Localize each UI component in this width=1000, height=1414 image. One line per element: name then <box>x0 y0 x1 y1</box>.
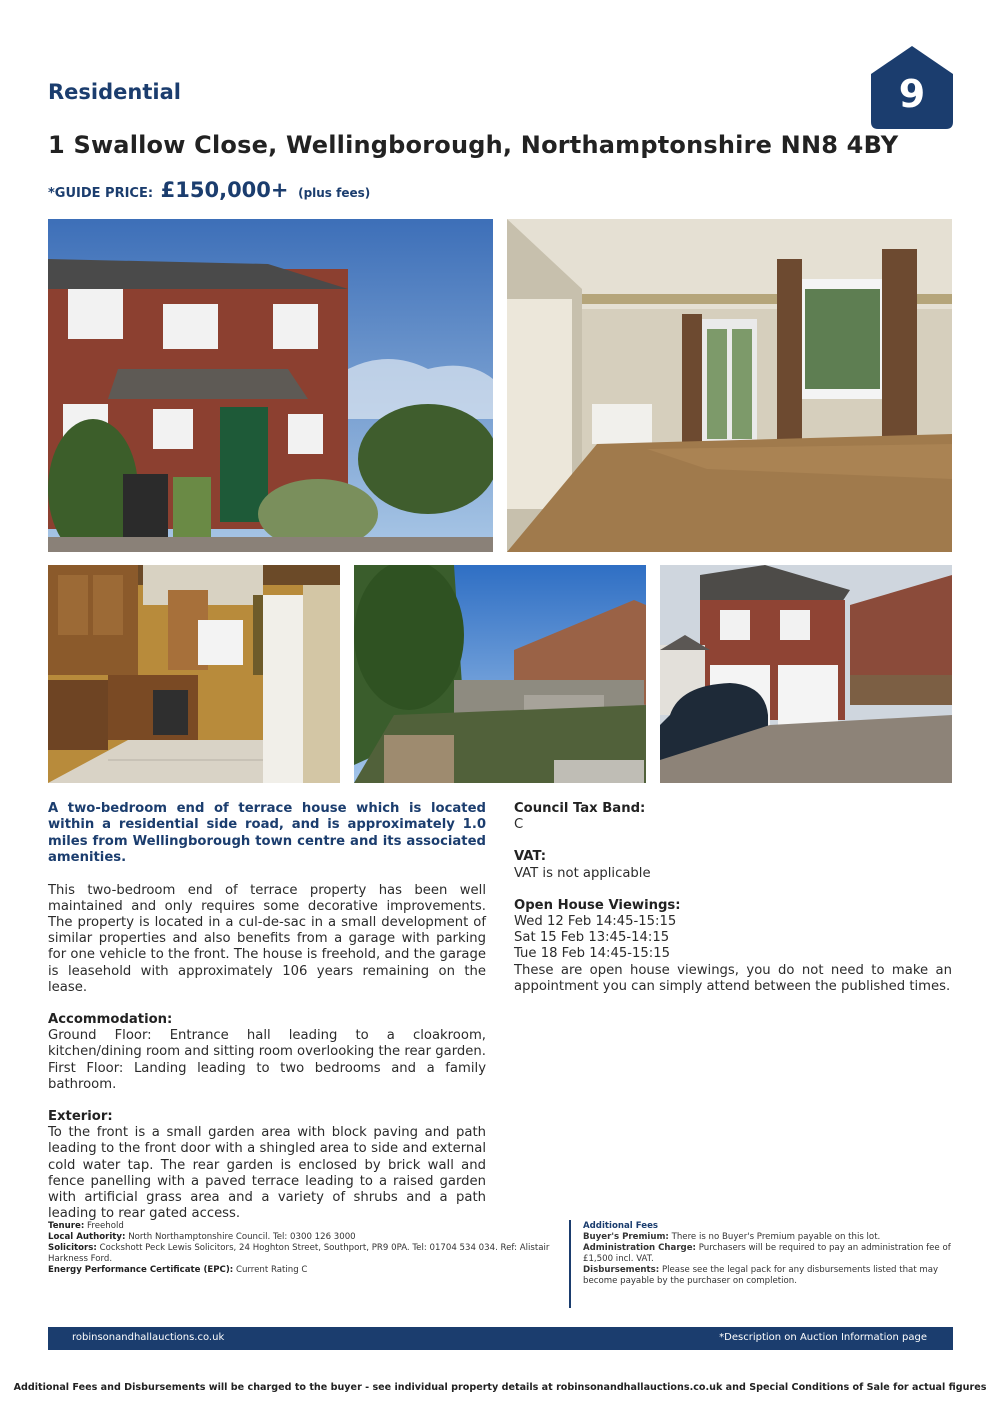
buyers-premium-line <box>583 1232 953 1243</box>
accommodation-first-floor: First Floor: Landing leading to two bedrooms and a family bathroom. <box>48 1060 486 1092</box>
admin-charge-line <box>583 1243 953 1265</box>
admin-charge-value: Purchasers will be required to pay an administration fee of £1,500 incl. VAT. <box>583 1243 951 1264</box>
epc-line <box>48 1265 558 1276</box>
living-room-photo <box>507 219 952 552</box>
house-exterior-photo <box>48 219 493 552</box>
solicitors-line <box>48 1243 558 1265</box>
solicitors-value: Cockshott Peck Lewis Solicitors, 24 Hoghton Street, Southport, PR9 0PA. Tel: 01704 534 034. Ref: Alistair Harkness Ford. <box>48 1243 550 1264</box>
exterior-heading: Exterior: <box>48 1109 113 1125</box>
additional-fees-title: Additional Fees <box>583 1221 659 1231</box>
council-tax-value: C <box>514 817 524 833</box>
viewing-slot: Tue 18 Feb 14:45-15:15 <box>514 946 670 962</box>
vat-heading: VAT: <box>514 849 547 865</box>
guide-price-label: *GUIDE PRICE: <box>48 186 154 201</box>
epc-label: Energy Performance Certificate (EPC): <box>48 1265 234 1275</box>
fees-disclaimer: Additional Fees and Disbursements will be charged to the buyer - see individual property details at robinsonandhallauctions.co.uk and Special Conditions of Sale for actual figures <box>13 1382 987 1393</box>
footer-divider <box>569 1220 571 1308</box>
lot-badge <box>871 46 953 129</box>
solicitors-label: Solicitors: <box>48 1243 97 1253</box>
website-link[interactable]: robinsonandhallauctions.co.uk <box>72 1332 225 1343</box>
description-lead: A two-bedroom end of terrace house which is located within a residential side road, and is approximately 1.0 miles from Wellingborough town centre and its associated amenities. <box>48 801 486 866</box>
council-tax-heading: Council Tax Band: <box>514 801 646 816</box>
buyers-premium-value: There is no Buyer's Premium payable on this lot. <box>671 1232 881 1242</box>
guide-price <box>48 178 370 202</box>
garage-photo <box>660 565 952 783</box>
auction-info-note: *Description on Auction Information page <box>719 1332 927 1343</box>
guide-price-value: £150,000+ <box>160 178 289 202</box>
guide-price-fees: (plus fees) <box>298 186 371 200</box>
viewings-heading: Open House Viewings: <box>514 897 681 913</box>
authority-value: North Northamptonshire Council. Tel: 0300 126 3000 <box>128 1232 356 1242</box>
viewings-note: These are open house viewings, you do not need to make an appointment you can simply attend between the published times. <box>514 962 952 994</box>
property-address: 1 Swallow Close, Wellingborough, Northamptonshire NN8 4BY <box>48 131 899 159</box>
buyers-premium-label: Buyer's Premium: <box>583 1232 669 1242</box>
disbursements-value: Please see the legal pack for any disbursements listed that may become payable by the purchaser on completion. <box>583 1265 939 1286</box>
tenure-label: Tenure: <box>48 1221 85 1231</box>
category-heading: Residential <box>48 80 181 104</box>
lot-number: 9 <box>898 72 926 116</box>
disbursements-line <box>583 1265 953 1287</box>
viewing-slot: Wed 12 Feb 14:45-15:15 <box>514 914 677 930</box>
epc-value: Current Rating C <box>235 1265 308 1275</box>
tenure-line <box>48 1221 558 1232</box>
admin-charge-label: Administration Charge: <box>583 1243 696 1253</box>
disbursements-label: Disbursements: <box>583 1265 660 1275</box>
exterior-text: To the front is a small garden area with block paving and path leading to the front door with a shingled area to side and external cold water tap. The rear garden is enclosed by brick wall and fence panelling with a paved terrace leading to a raised garden with artificial grass area and a variety of shrubs and a path leading to rear gated access. <box>48 1125 486 1222</box>
viewing-slot: Sat 15 Feb 13:45-14:15 <box>514 930 670 946</box>
description-column <box>48 801 486 1222</box>
vat-value: VAT is not applicable <box>514 865 651 881</box>
kitchen-photo <box>48 565 340 783</box>
details-column <box>514 801 952 995</box>
legal-info <box>48 1221 558 1276</box>
accommodation-ground-floor: Ground Floor: Entrance hall leading to a cloakroom, kitchen/dining room and sitting room overlooking the rear garden. <box>48 1028 486 1060</box>
rear-garden-photo <box>354 565 646 783</box>
description-body: This two-bedroom end of terrace property has been well maintained and only requires some decorative improvements. The property is located in a cul-de-sac in a small development of similar properties and also benefits from a garage with parking for one vehicle to the front. The house is freehold, and the garage is leasehold with approximately 106 years remaining on the lease. <box>48 882 486 995</box>
authority-label: Local Authority: <box>48 1232 126 1242</box>
tenure-value: Freehold <box>87 1221 124 1231</box>
authority-line <box>48 1232 558 1243</box>
footer-bar <box>48 1327 953 1350</box>
additional-fees <box>583 1221 953 1287</box>
accommodation-heading: Accommodation: <box>48 1012 173 1028</box>
